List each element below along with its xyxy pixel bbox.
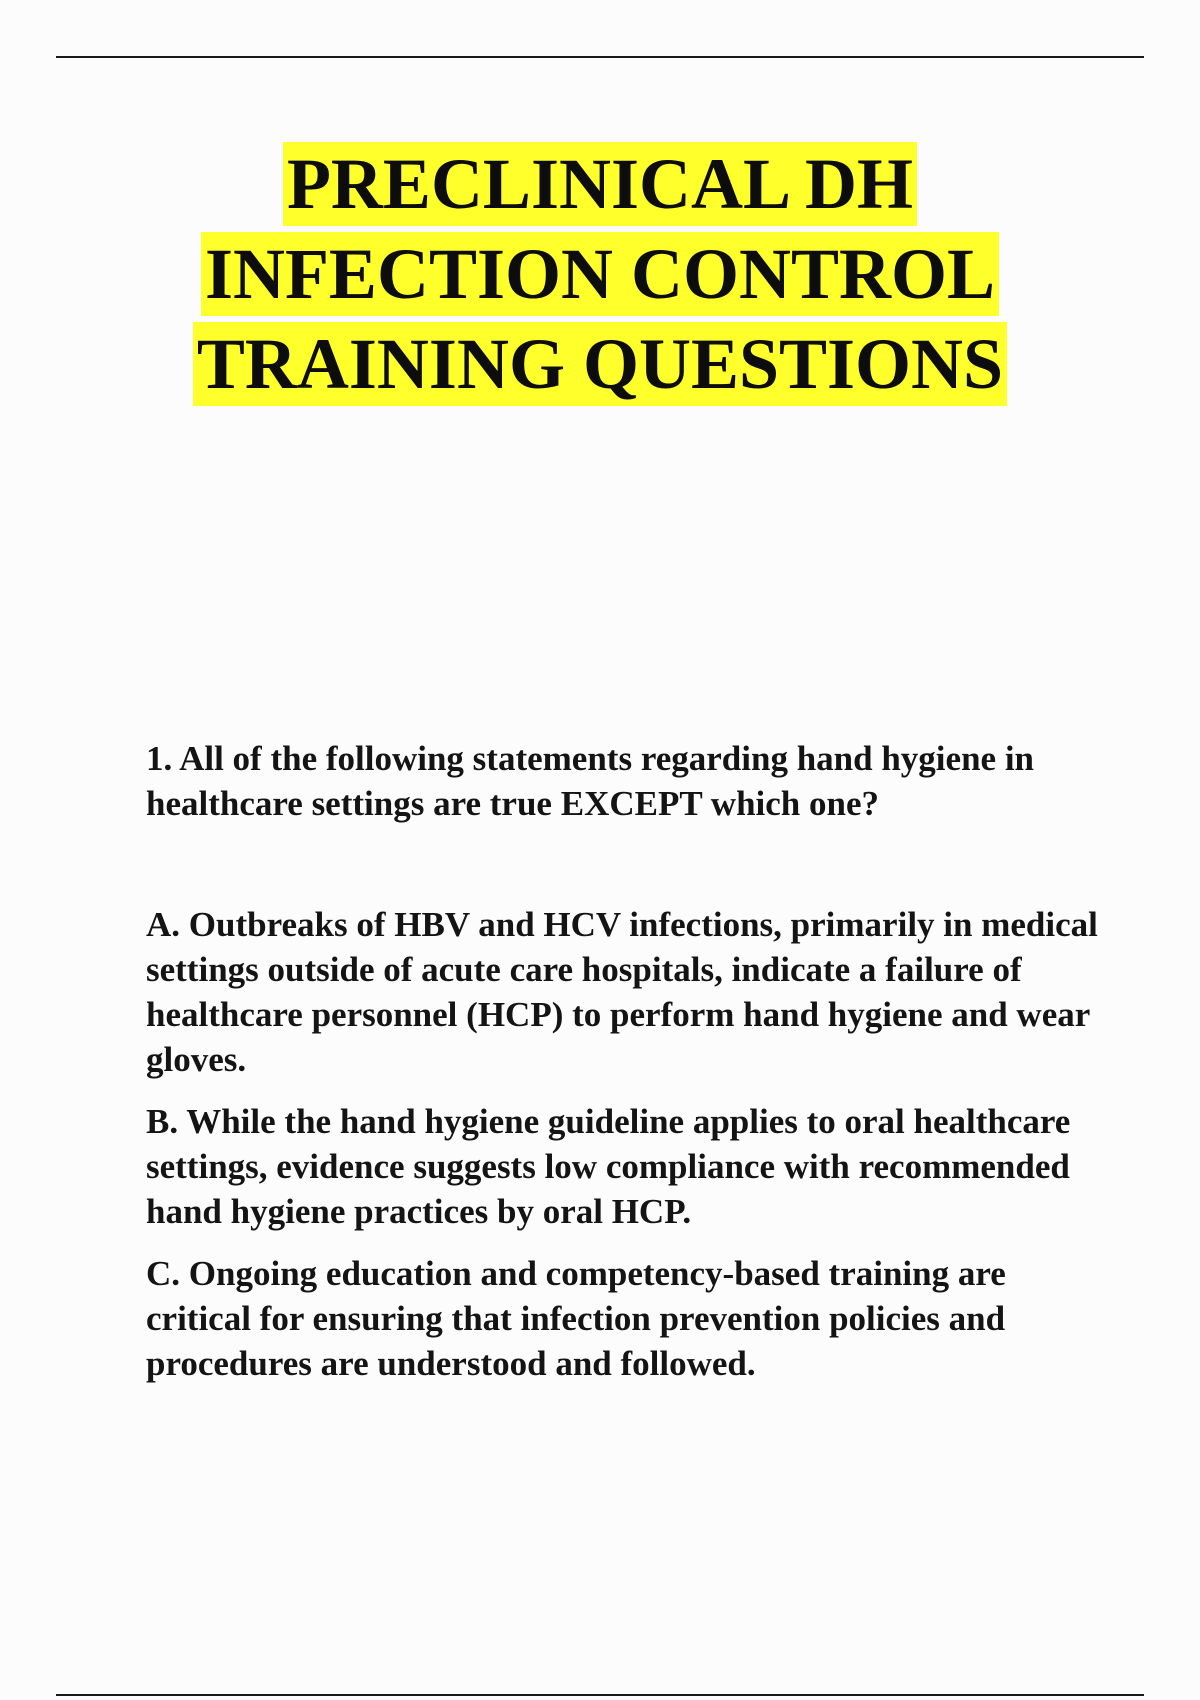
option-c: C. Ongoing education and competency-based training are critical for ensuring that infection prevention policies and procedures are understood and followed.	[146, 1254, 1006, 1383]
document-title	[0, 142, 1200, 412]
top-rule	[56, 56, 1144, 58]
title-line-3: TRAINING QUESTIONS	[193, 322, 1007, 406]
option-a: A. Outbreaks of HBV and HCV infections, primarily in medical settings outside of acute care hospitals, indicate a failure of healthcare personnel (HCP) to perform hand hygiene and wear gloves.	[146, 905, 1098, 1079]
bottom-rule	[56, 1694, 1144, 1696]
title-line-2: INFECTION CONTROL	[201, 232, 999, 316]
question-block	[146, 736, 1106, 1403]
title-line-1: PRECLINICAL DH	[283, 142, 917, 226]
option-b: B. While the hand hygiene guideline applies to oral healthcare settings, evidence suggests low compliance with recommended hand hygiene practices by oral HCP.	[146, 1102, 1071, 1231]
question-text: 1. All of the following statements regarding hand hygiene in healthcare settings are true EXCEPT which one?	[146, 739, 1035, 823]
